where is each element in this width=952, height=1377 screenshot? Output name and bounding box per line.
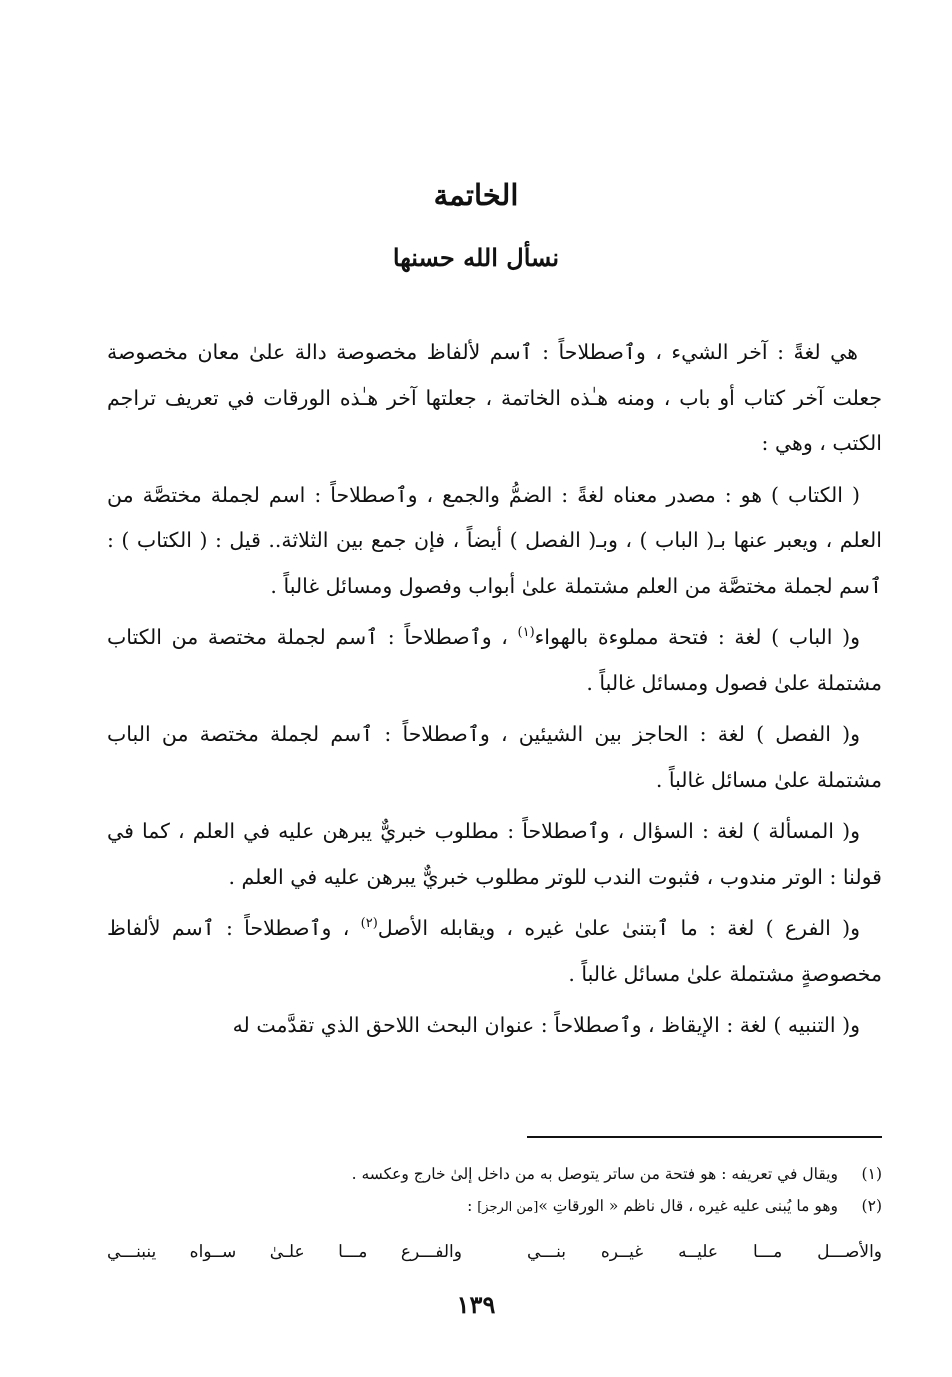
page-subtitle: نسأل الله حسنها: [392, 243, 560, 272]
paragraph-bab-text-a: و( الباب ) لغة : فتحة مملوءة بالهواء: [534, 625, 860, 649]
paragraph-definition: هي لغةً : آخر الشيء ، وٱصطلاحاً : ٱسم لألفاظ مخصوصة دالة علىٰ معان مخصوصة جعلت آخر كتاب أو باب ، ومنه هـٰذه الخاتمة ، جعلتها آخر هـٰذه الورقات في تعريف تراجم الكتب ، وهي :: [107, 340, 882, 455]
footnote-reference-2[interactable]: (٢): [360, 916, 378, 932]
footnote-divider: [527, 1136, 882, 1138]
footnote-number: (٢): [861, 1197, 882, 1215]
verse-second-hemistich: والفـــرع مـــا علـىٰ ســواه ينبنـــي: [107, 1242, 462, 1262]
paragraph-far-text-b: ، وٱصطلاحاً : ٱسم لألفاظ مخصوصةٍ مشتملة علىٰ مسائل غالباً .: [107, 916, 882, 986]
poem-verse: [107, 1234, 882, 1270]
main-text: [107, 330, 882, 1055]
paragraph-masala: و( المسألة ) لغة : السؤال ، وٱصطلاحاً : مطلوب خبريٌّ يبرهن عليه في العلم ، كما في قولنا : الوتر مندوب ، فثبوت الندب للوتر مطلوب خبريٌّ يبرهن عليه في العلم .: [107, 819, 882, 889]
page-number: ١٣٩: [456, 1290, 496, 1319]
footnote-2: [107, 1190, 882, 1224]
footnote-text: وهو ما يُبنى عليه غيره ، قال ناظم « الورقاتِ »: [538, 1197, 838, 1215]
paragraph-bab-text-b: ، وٱصطلاحاً : ٱسم لجملة مختصة من الكتاب مشتملة علىٰ فصول ومسائل غالباً .: [107, 625, 882, 695]
footnote-colon: :: [467, 1197, 478, 1215]
paragraph-far: [107, 906, 882, 997]
footnote-1: [107, 1158, 882, 1190]
paragraph-far-text-a: و( الفرع ) لغة : ما ٱبتنىٰ علىٰ غيره ، ويقابله الأصل: [377, 916, 860, 940]
verse-first-hemistich: والأصـــل مـــا عليــه غيــره بنـــي: [527, 1242, 882, 1262]
paragraph-bab: [107, 615, 882, 706]
paragraph-tanbih: و( التنبيه ) لغة : الإيقاظ ، وٱصطلاحاً : عنوان البحث اللاحق الذي تقدَّمت له: [232, 1013, 860, 1037]
footnote-reference-1[interactable]: (١): [517, 625, 535, 641]
footnotes: [107, 1158, 882, 1224]
footnote-meter: [من الرجز]: [477, 1200, 539, 1215]
footnote-text: ويقال في تعريفه : هو فتحة من ساتر يتوصل به من داخل إلىٰ خارج وعكسه .: [351, 1165, 838, 1183]
paragraph-fasl: و( الفصل ) لغة : الحاجز بين الشيئين ، وٱصطلاحاً : ٱسم لجملة مختصة من الباب مشتملة علىٰ مسائل غالباً .: [107, 722, 882, 792]
paragraph-kitab: ( الكتاب ) هو : مصدر معناه لغةً : الضمُّ والجمع ، وٱصطلاحاً : اسم لجملة مختصَّة من العلم ، ويعبر عنها بـ( الباب ) ، وبـ( الفصل ) أيضاً ، فإن جمع بين الثلاثة.. قيل : ( الكتاب ) : ٱسم لجملة مختصَّة من العلم مشتملة علىٰ أبواب وفصول ومسائل غالباً .: [107, 482, 882, 598]
footnote-number: (١): [861, 1165, 882, 1183]
footnote-text-container: [107, 1190, 838, 1224]
page-title: الخاتمة: [433, 178, 519, 212]
